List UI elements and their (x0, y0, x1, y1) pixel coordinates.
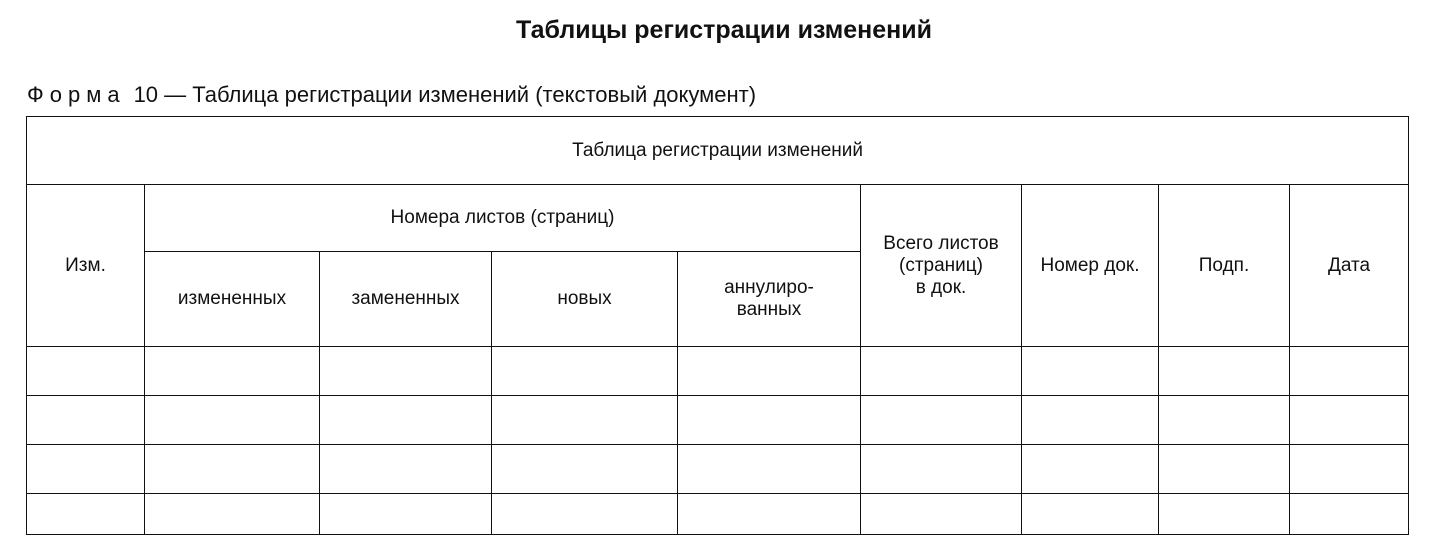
table-cell[interactable] (492, 494, 678, 535)
table-cell[interactable] (861, 445, 1022, 494)
table-cell[interactable] (145, 396, 320, 445)
form-caption-text: 10 — Таблица регистрации изменений (текстовый документ) (133, 82, 757, 107)
table-cell[interactable] (145, 494, 320, 535)
header-new: новых (492, 252, 678, 347)
table-cell[interactable] (492, 396, 678, 445)
page-title: Таблицы регистрации изменений (515, 16, 933, 44)
table-row (27, 445, 1409, 494)
table-title: Таблица регистрации изменений (27, 117, 1409, 185)
table-cell[interactable] (1290, 396, 1409, 445)
table-row (27, 494, 1409, 535)
header-total-line-1: Всего листов (883, 232, 999, 254)
table-cell[interactable] (1159, 347, 1290, 396)
table-cell[interactable] (320, 347, 492, 396)
table-cell[interactable] (861, 396, 1022, 445)
table-cell[interactable] (27, 445, 145, 494)
table-cell[interactable] (27, 347, 145, 396)
table-cell[interactable] (861, 347, 1022, 396)
table-cell[interactable] (1290, 347, 1409, 396)
table-cell[interactable] (1022, 396, 1159, 445)
table-cell[interactable] (145, 445, 320, 494)
table-cell[interactable] (1022, 347, 1159, 396)
table-cell[interactable] (678, 494, 861, 535)
header-signature: Подп. (1159, 185, 1290, 347)
header-row-1 (27, 185, 1409, 252)
header-cancelled-line-1: аннулиро- (724, 277, 814, 298)
table-cell[interactable] (1022, 445, 1159, 494)
form-caption (27, 81, 756, 109)
header-cancelled-line-2: ванных (736, 299, 802, 320)
table-cell[interactable] (492, 347, 678, 396)
table-cell[interactable] (1159, 494, 1290, 535)
table-title-row (27, 117, 1409, 185)
table-row (27, 396, 1409, 445)
header-doc-number: Номер док. (1022, 185, 1159, 347)
table-cell[interactable] (861, 494, 1022, 535)
table-cell[interactable] (145, 347, 320, 396)
table-cell[interactable] (1159, 396, 1290, 445)
header-cancelled (678, 252, 861, 347)
table-cell[interactable] (320, 396, 492, 445)
table-cell[interactable] (1290, 445, 1409, 494)
table-cell[interactable] (320, 445, 492, 494)
table-cell[interactable] (1022, 494, 1159, 535)
table-row (27, 347, 1409, 396)
form-label: Форма (27, 82, 126, 107)
registration-table (26, 116, 1409, 535)
table-cell[interactable] (27, 396, 145, 445)
table-cell[interactable] (678, 347, 861, 396)
header-replaced: замененных (320, 252, 492, 347)
header-sheet-numbers: Номера листов (страниц) (145, 185, 861, 252)
header-total-sheets (861, 185, 1022, 347)
header-izm: Изм. (27, 185, 145, 347)
header-total-line-3: в док. (915, 276, 967, 298)
table-cell[interactable] (1290, 494, 1409, 535)
table-cell[interactable] (678, 396, 861, 445)
table-cell[interactable] (492, 445, 678, 494)
table-cell[interactable] (320, 494, 492, 535)
table-cell[interactable] (678, 445, 861, 494)
header-date: Дата (1290, 185, 1409, 347)
table-cell[interactable] (1159, 445, 1290, 494)
header-total-line-2: (страниц) (899, 254, 983, 276)
table-cell[interactable] (27, 494, 145, 535)
header-changed: измененных (145, 252, 320, 347)
